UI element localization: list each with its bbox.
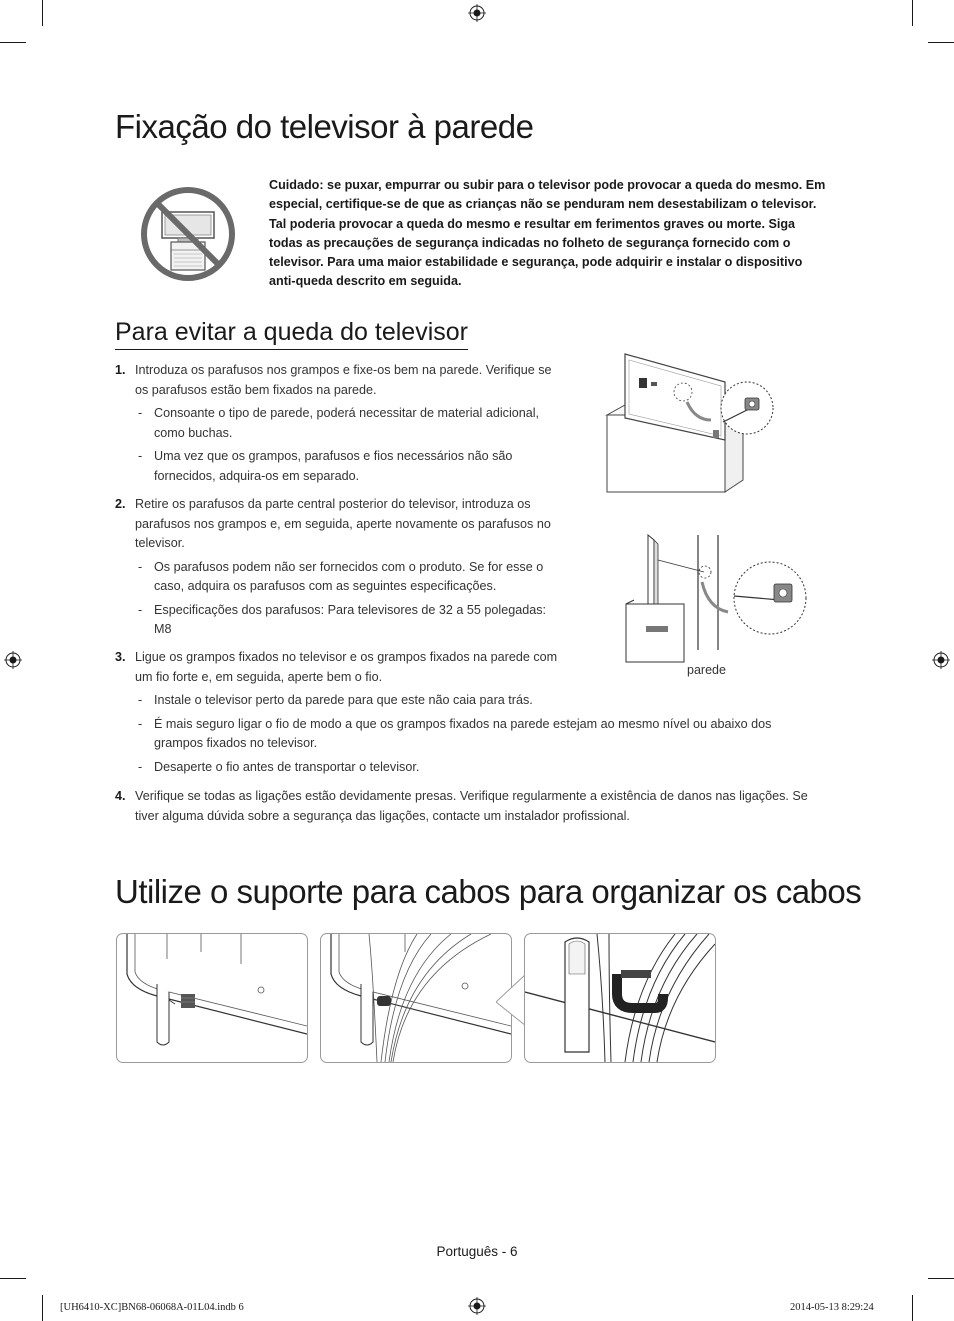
step-1 xyxy=(115,361,565,486)
step-number: 4. xyxy=(115,789,126,803)
crop-mark xyxy=(928,42,954,43)
step-4 xyxy=(115,787,825,826)
registration-mark-icon xyxy=(932,651,950,669)
registration-mark-icon xyxy=(468,4,486,22)
cable-holder-panel-3 xyxy=(524,933,716,1063)
cable-holder-illustration xyxy=(321,934,511,1062)
step-text: Ligue os grampos fixados no televisor e os grampos fixados na parede com um fio forte e, em seguida, aperte bem o fio. xyxy=(135,650,558,684)
step-note: - Desaperte o fio antes de transportar o televisor. xyxy=(138,759,420,774)
step-text: Retire os parafusos da parte central posterior do televisor, introduza os parafusos nos grampos e, em seguida, aperte novamente os parafusos no televisor. xyxy=(135,497,551,550)
crop-mark xyxy=(42,0,43,26)
crop-mark xyxy=(0,1278,26,1279)
registration-mark-icon xyxy=(4,651,22,669)
step-number: 1. xyxy=(115,363,126,377)
slug-filename: [UH6410-XC]BN68-06068A-01L04.indb 6 xyxy=(60,1302,244,1313)
registration-mark-icon xyxy=(468,1297,486,1315)
step-text: Introduza os parafusos nos grampos e fixe-os bem na parede. Verifique se os parafusos estão bem fixados na parede. xyxy=(135,363,552,397)
no-climbing-tv-icon xyxy=(138,184,238,284)
step-number: 3. xyxy=(115,650,126,664)
step-text: Verifique se todas as ligações estão devidamente presas. Verifique regularmente a existência de danos nas ligações. Se tiver alguma dúvida sobre a segurança das ligações, contacte um instalador profissional. xyxy=(135,789,808,823)
step-note: - Instale o televisor perto da parede para que este não caia para trás. xyxy=(138,693,533,707)
cable-holder-panel-1 xyxy=(116,933,308,1063)
section-subtitle: Para evitar a queda do televisor xyxy=(115,318,468,350)
cable-holder-panel-2 xyxy=(320,933,512,1063)
cable-holder-illustration xyxy=(117,934,307,1062)
caution-text: Cuidado: se puxar, empurrar ou subir para o televisor pode provocar a queda do mesmo. Em especial, certifique-se de que as crianças não se penduram nem desestabilizam o televisor. Tal poderia provocar a queda do mesmo e resultar em ferimentos graves ou morte. Siga todas as precauções de segurança indicadas no folheto de segurança fornecido com o televisor. Para uma maior estabilidade e segurança, pode adquirir e instalar o dispositivo anti-queda descrito em seguida. xyxy=(269,178,826,289)
cable-holder-detail-illustration xyxy=(525,934,715,1062)
section-title: Utilize o suporte para cabos para organizar os cabos xyxy=(115,873,862,910)
slug-timestamp: 2014-05-13 8:29:24 xyxy=(790,1302,874,1313)
step-2 xyxy=(115,495,565,640)
crop-mark xyxy=(0,42,26,43)
step-note: - É mais seguro ligar o fio de modo a que os grampos fixados na parede estejam ao mesmo nível ou abaixo dos grampos fixados no televisor. xyxy=(138,716,772,750)
crop-mark xyxy=(928,1278,954,1279)
tv-wall-illustration xyxy=(620,530,810,665)
crop-mark xyxy=(912,1295,913,1321)
wall-label: parede xyxy=(687,663,726,677)
crop-mark xyxy=(42,1295,43,1321)
crop-mark xyxy=(912,0,913,26)
tv-bracket-illustration xyxy=(595,350,780,495)
step-number: 2. xyxy=(115,497,126,511)
step-note: - Uma vez que os grampos, parafusos e fios necessários não são fornecidos, adquira-os em separado. xyxy=(138,449,513,483)
step-note: - Especificações dos parafusos: Para televisores de 32 a 55 polegadas: M8 xyxy=(138,602,547,636)
page-title: Fixação do televisor à parede xyxy=(115,108,534,145)
step-note: - Consoante o tipo de parede, poderá necessitar de material adicional, como buchas. xyxy=(138,406,540,440)
step-note: - Os parafusos podem não ser fornecidos com o produto. Se for esse o caso, adquira os parafusos com as seguintes especificações. xyxy=(138,559,544,593)
page-footer: Português - 6 xyxy=(436,1244,518,1259)
